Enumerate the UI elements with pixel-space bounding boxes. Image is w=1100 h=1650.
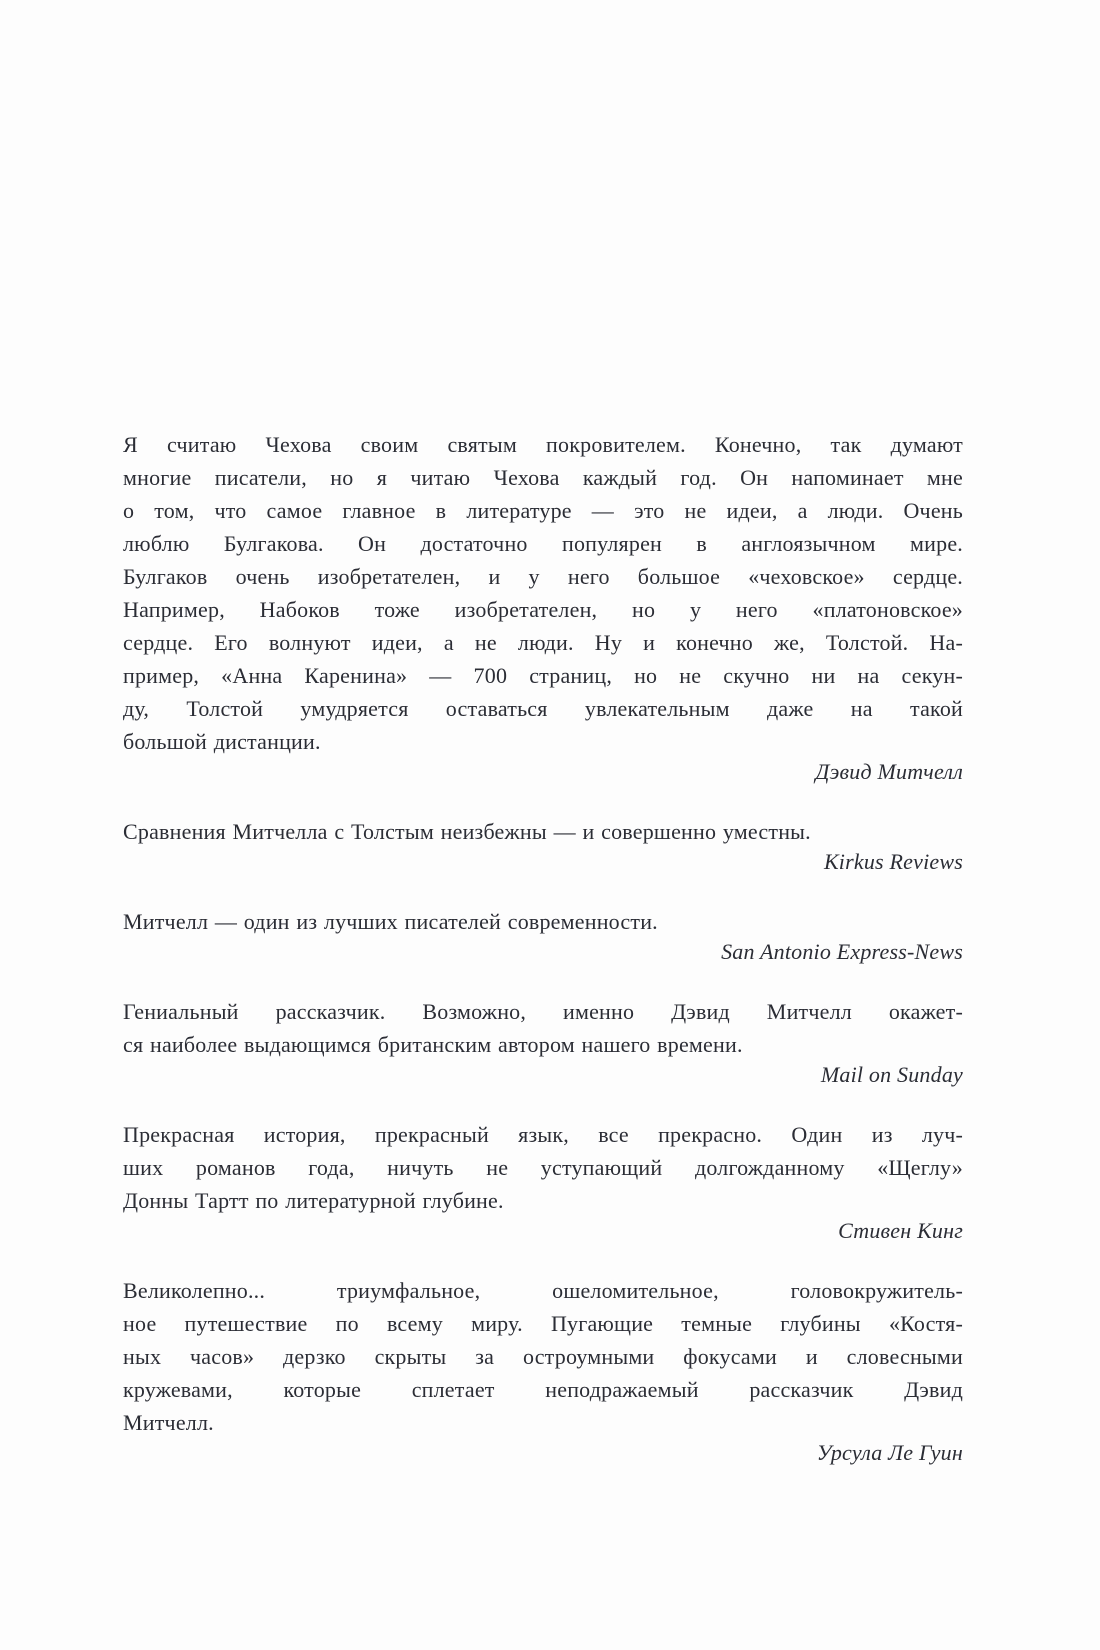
quote-line: ное путешествие по всему миру. Пугающие темные глубины «Костя- xyxy=(123,1311,963,1336)
quote-line: о том, что самое главное в литературе — это не идеи, а люди. Очень xyxy=(123,498,963,523)
quote-line: большой дистанции. xyxy=(123,729,321,754)
attribution: Стивен Кинг xyxy=(838,1218,963,1243)
quote-block xyxy=(123,1118,963,1244)
quote-block xyxy=(123,1274,963,1466)
quote-block xyxy=(123,905,963,965)
quote-line: Я считаю Чехова своим святым покровителем. Конечно, так думают xyxy=(123,432,963,457)
quote-line: Митчелл. xyxy=(123,1410,214,1435)
quote-line: ных часов» дерзко скрыты за остроумными фокусами и словесными xyxy=(123,1344,963,1369)
quote-line: кружевами, которые сплетает неподражаемый рассказчик Дэвид xyxy=(123,1377,963,1402)
quote-line: многие писатели, но я читаю Чехова каждый год. Он напоминает мне xyxy=(123,465,963,490)
attribution: Kirkus Reviews xyxy=(823,849,963,874)
quote-line: ших романов года, ничуть не уступающий долгожданному «Щеглу» xyxy=(123,1155,963,1180)
quote-block xyxy=(123,995,963,1088)
attribution: Дэвид Митчелл xyxy=(815,759,963,784)
attribution: San Antonio Express-News xyxy=(721,939,963,964)
quote-line: сердце. Его волнуют идеи, а не люди. Ну и конечно же, Толстой. На- xyxy=(123,630,963,655)
quote-line: ся наиболее выдающимся британским автором нашего времени. xyxy=(123,1032,743,1057)
quote-line: Гениальный рассказчик. Возможно, именно Дэвид Митчелл окажет- xyxy=(123,999,963,1024)
quote-line: Например, Набоков тоже изобретателен, но у него «платоновское» xyxy=(123,597,963,622)
quote-line: люблю Булгакова. Он достаточно популярен в англоязычном мире. xyxy=(123,531,963,556)
attribution: Mail on Sunday xyxy=(820,1062,963,1087)
quote-line: Булгаков очень изобретателен, и у него большое «чеховское» сердце. xyxy=(123,564,963,589)
quote-line: ду, Толстой умудряется оставаться увлекательным даже на такой xyxy=(123,696,963,721)
quote-line: Великолепно... триумфальное, ошеломительное, головокружитель- xyxy=(123,1278,963,1303)
quote-block xyxy=(123,815,963,875)
quote-block xyxy=(123,428,963,785)
attribution: Урсула Ле Гуин xyxy=(816,1440,963,1465)
quote-line: Сравнения Митчелла с Толстым неизбежны — и совершенно уместны. xyxy=(123,819,811,844)
quote-line: пример, «Анна Каренина» — 700 страниц, но не скучно ни на секун- xyxy=(123,663,963,688)
quote-line: Прекрасная история, прекрасный язык, все прекрасно. Один из луч- xyxy=(123,1122,963,1147)
reviews-content xyxy=(123,428,963,1496)
quote-line: Митчелл — один из лучших писателей современности. xyxy=(123,909,658,934)
quote-line: Донны Тартт по литературной глубине. xyxy=(123,1188,504,1213)
